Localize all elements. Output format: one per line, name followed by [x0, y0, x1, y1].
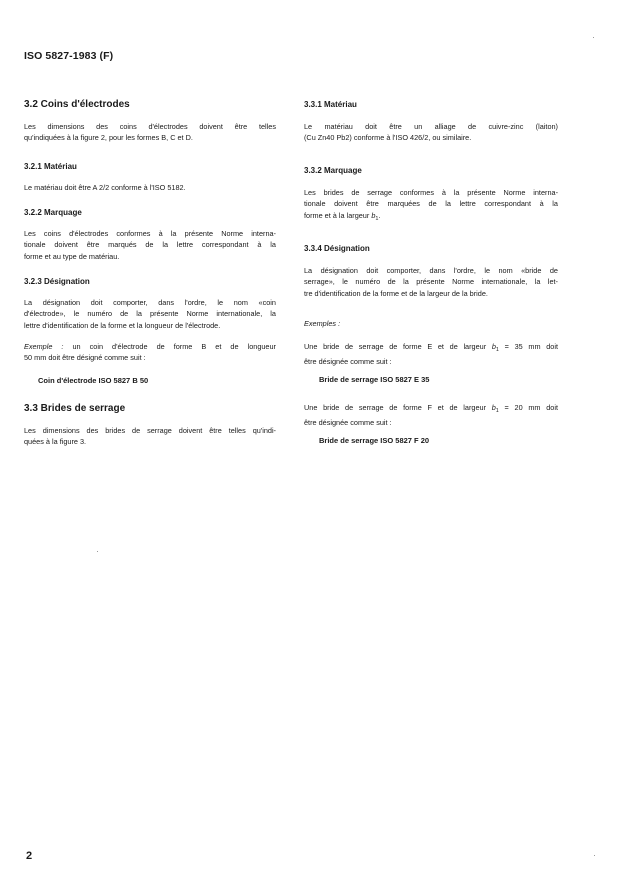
section-3-2-1-heading: 3.2.1 Matériau — [24, 162, 77, 171]
document-header: ISO 5827-1983 (F) — [24, 50, 114, 62]
section-3-2-2-heading: 3.2.2 Marquage — [24, 208, 82, 217]
example-1-text: Une bride de serrage de forme E et de largeur $b_1 = 35$ mm doit être désignée comme suit : — [304, 342, 558, 367]
scan-speck — [594, 855, 595, 856]
scan-speck — [593, 37, 594, 38]
section-3-3-heading: 3.3 Brides de serrage — [24, 403, 126, 414]
section-3-3-1-body: Le matériau doit être un alliage de cuivre-zinc (laiton) (Cu Zn40 Pb2) conforme à l'ISO 426/2, ou similaire. — [304, 122, 558, 143]
section-3-2-body: Les dimensions des coins d'électrodes doivent être telles qu'indiquées à la figure 2, pour les formes B, C et D. — [24, 122, 276, 143]
section-3-2-3-heading: 3.2.3 Désignation — [24, 277, 90, 286]
example-2-designation: Bride de serrage ISO 5827 F 20 — [319, 436, 430, 445]
section-3-3-4-body: La désignation doit comporter, dans l'ordre, le nom «bride de serrage», le numéro de la présente Norme internationale, la let- tre d'identification de la forme et de la largeur de la bride. — [304, 266, 558, 298]
section-3-3-body: Les dimensions des brides de serrage doivent être telles qu'indi- quées à la figure 3. — [24, 426, 276, 447]
section-3-2-heading: 3.2 Coins d'électrodes — [24, 99, 130, 110]
section-3-3-2-heading: 3.3.2 Marquage — [304, 166, 362, 175]
section-3-3-1-heading: 3.3.1 Matériau — [304, 100, 357, 109]
example-1-designation: Bride de serrage ISO 5827 E 35 — [319, 375, 430, 384]
section-3-2-2-body: Les coins d'électrodes conformes à la présente Norme interna- tionale doivent être marqués de la lettre correspondant à la forme et au type de matériau. — [24, 229, 276, 261]
section-3-2-1-body: Le matériau doit être A 2/2 conforme à l'ISO 5182. — [24, 183, 186, 192]
section-3-3-4-heading: 3.3.4 Désignation — [304, 244, 370, 253]
example-2-text: Une bride de serrage de forme F et de largeur $b_1 = 20$ mm doit être désignée comme suit : — [304, 403, 558, 428]
example-paragraph: Exemple : un coin d'électrode de forme B et de longueur 50 mm doit être désigné comme suit : — [24, 342, 276, 363]
scan-speck — [97, 551, 98, 552]
section-3-3-2-body: Les brides de serrage conformes à la présente Norme interna- tionale doivent être marquées de la lettre correspondant à la forme et à la largeur $b_1$. — [304, 188, 558, 222]
example-designation-code: Coin d'électrode ISO 5827 B 50 — [38, 376, 149, 385]
examples-label: Exemples : — [304, 319, 341, 328]
page-number: 2 — [26, 850, 33, 862]
section-3-2-3-body: La désignation doit comporter, dans l'ordre, le nom «coin d'électrode», le numéro de la présente Norme internationale, la lettre d'identification de la forme et la longueur de l'électrode. — [24, 298, 276, 330]
example-label: Exemple : — [24, 342, 64, 351]
